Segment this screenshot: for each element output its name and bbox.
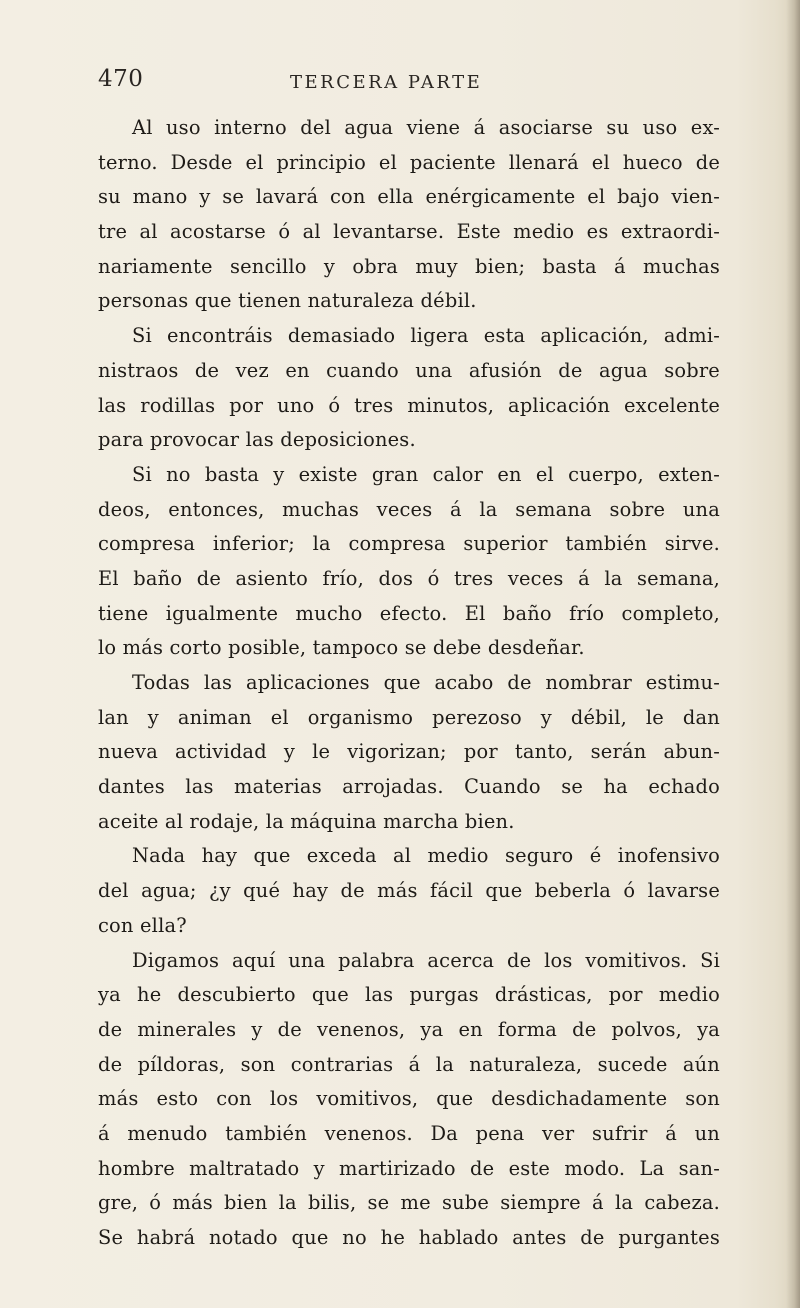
running-head: TERCERA PARTE bbox=[290, 72, 483, 93]
text-line: deos, entonces, muchas veces á la semana sobre una bbox=[98, 497, 720, 521]
text-line: con ella? bbox=[98, 913, 187, 937]
text-line: nistraos de vez en cuando una afusión de agua sobre bbox=[98, 358, 720, 382]
text-line: Nada hay que exceda al medio seguro é inofensivo bbox=[132, 844, 720, 868]
text-line: del agua; ¿y qué hay de más fácil que beberla ó lavarse bbox=[98, 879, 720, 903]
text-line: á menudo también venenos. Da pena ver sufrir á un bbox=[98, 1121, 720, 1145]
text-line: las rodillas por uno ó tres minutos, aplicación excelente bbox=[98, 393, 720, 417]
text-line: nariamente sencillo y obra muy bien; basta á muchas bbox=[98, 254, 720, 278]
text-line: Si no basta y existe gran calor en el cuerpo, exten- bbox=[132, 462, 720, 486]
body-text bbox=[98, 111, 720, 1256]
text-line: hombre maltratado y martirizado de este modo. La san- bbox=[98, 1156, 720, 1180]
text-line: para provocar las deposiciones. bbox=[98, 428, 416, 452]
text-line: tiene igualmente mucho efecto. El baño frío completo, bbox=[98, 601, 720, 625]
text-line: aceite al rodaje, la máquina marcha bien. bbox=[98, 809, 515, 833]
text-line: dantes las materias arrojadas. Cuando se ha echado bbox=[98, 775, 720, 799]
text-line: terno. Desde el principio el paciente llenará el hueco de bbox=[98, 150, 720, 174]
page-edge-shadow bbox=[786, 0, 800, 1308]
text-line: de píldoras, son contrarias á la naturaleza, sucede aún bbox=[98, 1052, 720, 1076]
text-line: lan y animan el organismo perezoso y débil, le dan bbox=[98, 705, 720, 729]
text-line: su mano y se lavará con ella enérgicamente el bajo vien- bbox=[98, 185, 720, 209]
text-line: El baño de asiento frío, dos ó tres veces á la semana, bbox=[98, 566, 720, 590]
text-line: Si encontráis demasiado ligera esta aplicación, admi- bbox=[132, 324, 720, 348]
text-line: gre, ó más bien la bilis, se me sube siempre á la cabeza. bbox=[98, 1191, 720, 1215]
text-line: Al uso interno del agua viene á asociarse su uso ex- bbox=[132, 116, 720, 139]
text-line: nueva actividad y le vigorizan; por tanto, serán abun- bbox=[98, 740, 720, 764]
text-line: Se habrá notado que no he hablado antes de purgantes bbox=[98, 1226, 720, 1249]
text-line: ya he descubierto que las purgas drásticas, por medio bbox=[98, 983, 720, 1007]
text-line: de minerales y de venenos, ya en forma de polvos, ya bbox=[98, 1017, 720, 1041]
text-line: más esto con los vomitivos, que desdichadamente son bbox=[98, 1087, 720, 1111]
page-number: 470 bbox=[98, 66, 144, 92]
text-line: lo más corto posible, tampoco se debe desdeñar. bbox=[98, 636, 585, 660]
text-line: personas que tienen naturaleza débil. bbox=[98, 289, 477, 313]
text-line: Digamos aquí una palabra acerca de los vomitivos. Si bbox=[132, 948, 720, 972]
text-line: Todas las aplicaciones que acabo de nombrar estimu- bbox=[132, 671, 720, 694]
text-line: compresa inferior; la compresa superior también sirve. bbox=[98, 532, 720, 556]
text-line: tre al acostarse ó al levantarse. Este medio es extraordi- bbox=[98, 220, 720, 244]
